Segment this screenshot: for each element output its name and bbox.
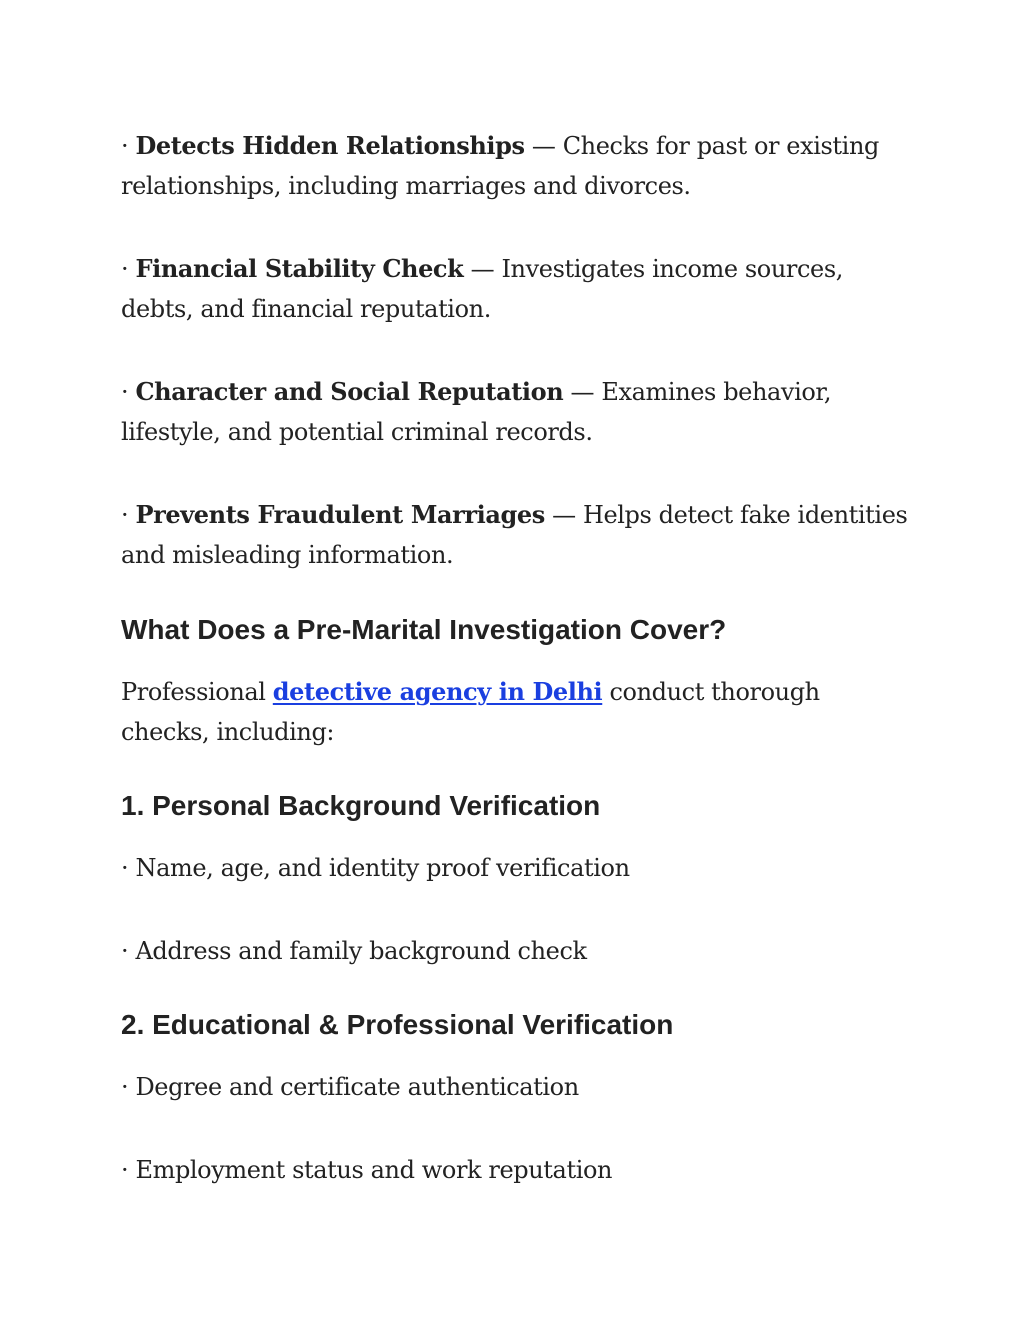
cover-intro-paragraph — [121, 672, 911, 752]
dash: — — [552, 501, 576, 529]
benefit-text: Examines behavior, lifestyle, and potential criminal records. — [121, 378, 832, 446]
benefit-text: Helps detect fake identities and misleading information. — [121, 501, 908, 569]
bullet-marker: · — [121, 854, 129, 882]
benefit-item — [121, 126, 911, 206]
benefit-title: Prevents Fraudulent Marriages — [135, 500, 545, 529]
dash: — — [570, 378, 595, 406]
bullet-marker: · — [121, 255, 129, 283]
bullet-marker: · — [121, 1156, 129, 1184]
cover-intro-before: Professional — [121, 678, 266, 706]
bullet-marker: · — [121, 132, 129, 160]
benefit-title: Financial Stability Check — [135, 254, 464, 283]
benefit-text: Investigates income sources, debts, and financial reputation. — [121, 255, 843, 323]
list-item-text: Employment status and work reputation — [135, 1156, 613, 1184]
dash: — — [470, 255, 495, 283]
section-heading: 2. Educational & Professional Verification — [121, 1009, 674, 1040]
detective-agency-link[interactable]: detective agency in Delhi — [272, 677, 603, 706]
list-item — [121, 931, 911, 971]
list-item-text: Degree and certificate authentication — [135, 1073, 579, 1101]
list-item-text: Name, age, and identity proof verification — [135, 854, 630, 882]
cover-intro-after: conduct thorough checks, including: — [121, 678, 820, 746]
benefit-title: Detects Hidden Relationships — [135, 131, 525, 160]
list-item — [121, 1150, 911, 1190]
benefit-item — [121, 249, 911, 329]
benefit-text: Checks for past or existing relationships, including marriages and divorces. — [121, 132, 879, 200]
list-item — [121, 1067, 911, 1107]
section-heading: 1. Personal Background Verification — [121, 790, 601, 821]
bullet-marker: · — [121, 937, 129, 965]
dash: — — [531, 132, 556, 160]
bullet-marker: · — [121, 1073, 129, 1101]
list-item — [121, 848, 911, 888]
list-item-text: Address and family background check — [135, 937, 587, 965]
section-heading: What Does a Pre-Marital Investigation Cover? — [121, 614, 727, 645]
benefit-title: Character and Social Reputation — [135, 377, 564, 406]
bullet-marker: · — [121, 378, 129, 406]
benefit-item — [121, 372, 911, 452]
bullet-marker: · — [121, 501, 129, 529]
benefit-item — [121, 495, 911, 575]
